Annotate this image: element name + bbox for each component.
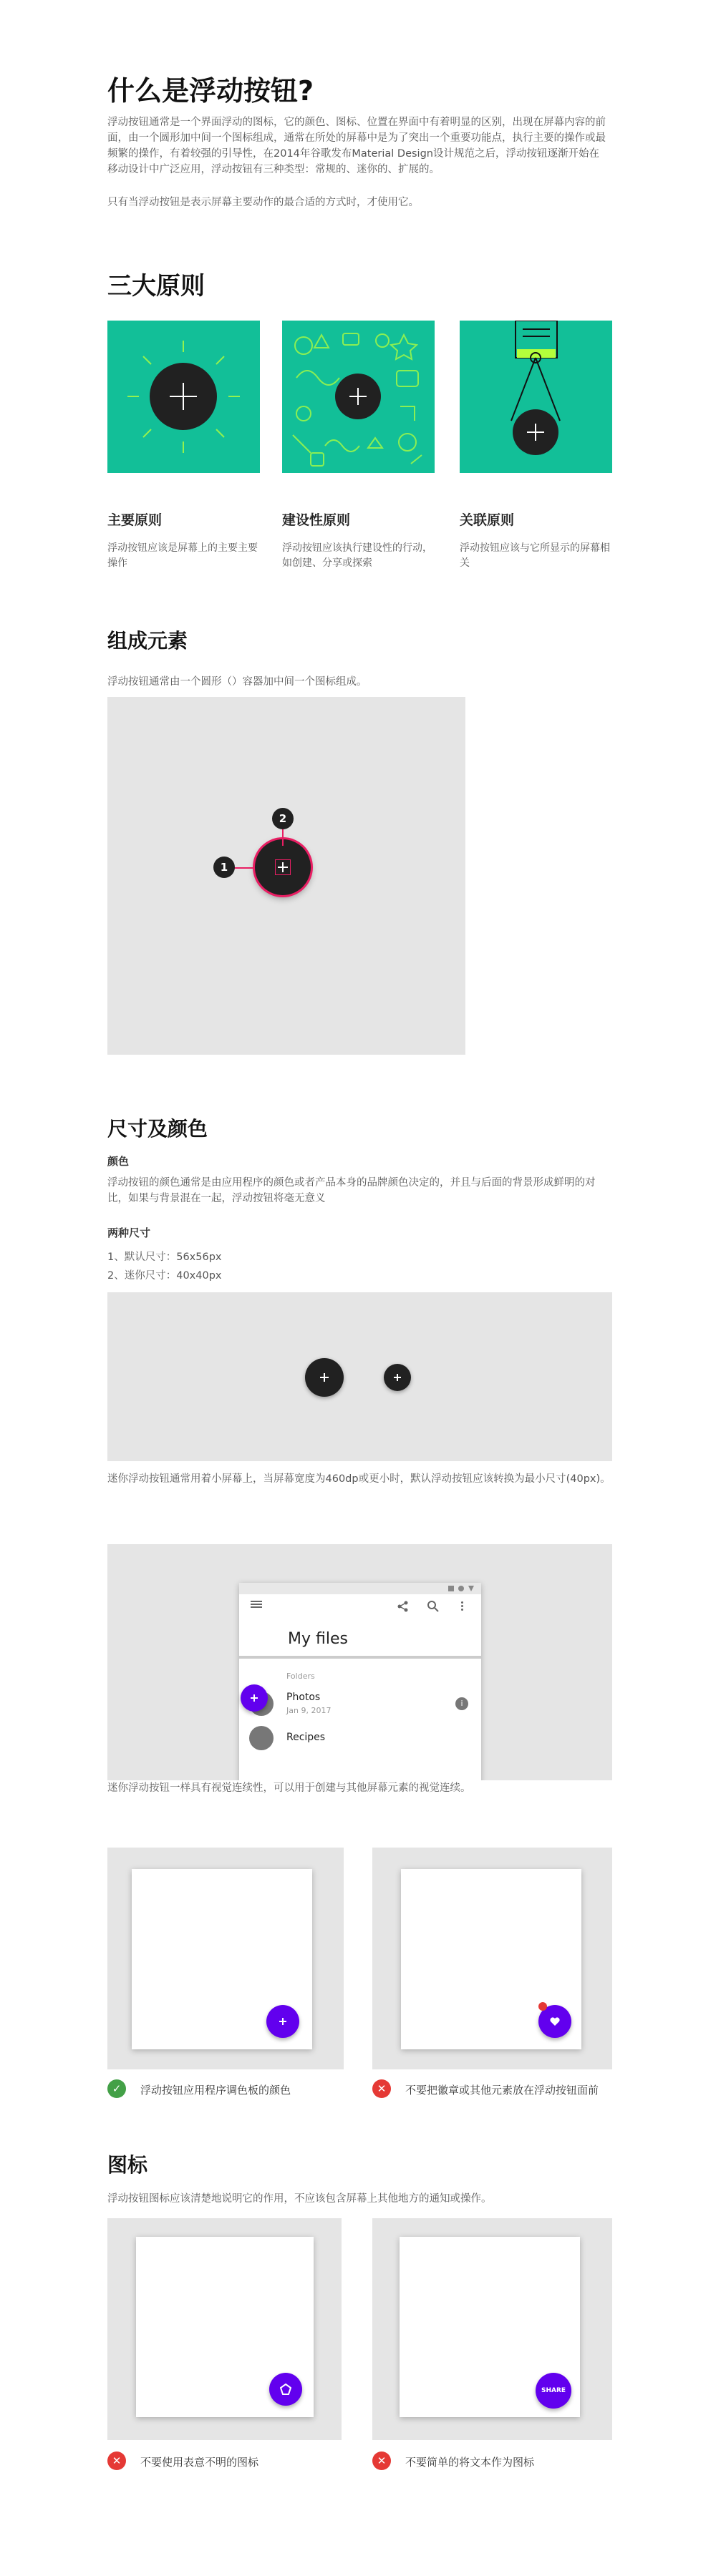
principle-primary-desc: 浮动按钮应该是屏幕上的主要主要操作 [107,542,258,569]
principles-title: 三大原则 [107,272,205,301]
plus-icon [278,2016,288,2026]
cross-icon: ✕ [372,2451,391,2470]
principle-related-desc: 浮动按钮应该与它所显示的屏幕相关 [460,542,610,569]
color-desc: 浮动按钮的颜色通常是由应用程序的颜色或者产品本身的品牌颜色决定的，并且与后面的背景形成鲜明的对比，如果与背景混在一起，浮动按钮将毫无意义 [107,1177,596,1204]
pendulum-icon [460,321,612,473]
folder-name[interactable]: Photos [286,1692,321,1703]
callout-badge-container: 1 [213,857,235,878]
dont-text-text: 不要简单的将文本作为图标 [405,2456,535,2469]
pentagon-icon [280,2384,291,2395]
principle-constructive-desc: 浮动按钮应该执行建设性的行动，如创建、分享或探索 [282,542,432,569]
mini-fab[interactable] [384,1364,411,1391]
icon-title: 图标 [107,2153,148,2177]
dont-text: 不要把徽章或其他元素放在浮动按钮面前 [405,2084,599,2097]
principle-related-title: 关联原则 [460,512,515,528]
folder-date: Jan 9, 2017 [286,1706,332,1715]
anatomy-diagram [107,697,465,1055]
wifi-icon [468,1586,474,1591]
more-icon[interactable] [461,1601,463,1604]
folder-name[interactable]: Recipes [286,1732,326,1743]
heart-icon [549,2016,561,2026]
anatomy-fab-container [255,839,311,895]
check-icon: ✓ [107,2079,126,2098]
principle-primary-illustration [107,321,260,473]
size-default: 1、默认尺寸：56x56px [107,1252,222,1263]
folder-icon [249,1726,274,1750]
do-text: 浮动按钮应用程序调色板的颜色 [140,2084,291,2097]
share-icon[interactable] [397,1600,410,1613]
cross-icon: ✕ [372,2079,391,2098]
plus-icon [276,860,290,874]
sizes-demo [107,1292,612,1461]
dont-unclear-icon-example [107,2218,342,2440]
anatomy-desc: 浮动按钮通常由一个圆形（）容器加中间一个图标组成。 [107,676,367,688]
phone-divider [239,1656,481,1659]
search-icon[interactable] [427,1600,440,1613]
anatomy-title: 组成元素 [107,629,188,653]
mini-purple-fab[interactable] [241,1684,268,1712]
do-example [107,1848,344,2069]
mini-desc: 迷你浮动按钮通常用着小屏幕上，当屏幕宽度为460dp或更小时，默认浮动按钮应该转换为最小尺寸(40px)。 [107,1473,611,1485]
intro-note: 只有当浮动按钮是表示屏幕主要动作的最合适的方式时，才使用它。 [107,197,419,208]
share-text-fab[interactable]: SHARE [536,2373,571,2409]
intro-title: 什么是浮动按钮? [107,75,314,107]
principle-constructive-illustration [282,321,435,473]
dont-text-icon-example [372,2218,612,2440]
phone-title: My files [288,1630,348,1648]
menu-icon[interactable] [251,1604,262,1605]
dont-badge-example [372,1848,612,2069]
callout-badge-icon: 2 [272,808,294,829]
folders-label: Folders [286,1672,315,1681]
phone-mock [239,1583,481,1780]
sizes-label: 两种尺寸 [107,1226,151,1239]
plus-icon [319,1372,329,1382]
size-mini: 2、迷你尺寸：40x40px [107,1270,222,1282]
icon-desc: 浮动按钮图标应该清楚地说明它的作用，不应该包含屏幕上其他地方的通知或操作。 [107,2193,492,2205]
notification-badge [538,2002,547,2011]
phone-toolbar [239,1594,481,1619]
default-fab[interactable] [305,1358,344,1397]
info-icon[interactable]: i [455,1697,468,1710]
phone-status-bar [239,1583,481,1594]
signal-icon [458,1586,464,1591]
battery-icon [448,1586,454,1591]
purple-fab[interactable] [266,2005,299,2038]
intro-paragraph: 浮动按钮通常是一个界面浮动的图标，它的颜色、图标、位置在界面中有着明显的区别，出现在屏幕内容的前面，由一个圆形加中间一个图标组成，通常在所处的屏幕中是为了突出一个重要功能点，执行主要的操作或最频繁的操作，有着较强的引导性，在2014年谷歌发布Material Design设计规范之后，浮动按钮逐渐开始在移动设计中广泛应用，浮动按钮有三种类型：常规的、迷你的、扩展的。 [107,117,606,175]
color-label: 颜色 [107,1155,130,1168]
plus-icon [250,1694,258,1702]
continuity-desc: 迷你浮动按钮一样具有视觉连续性，可以用于创建与其他屏幕元素的视觉连续。 [107,1780,612,1796]
dont-unclear-text: 不要使用表意不明的图标 [140,2456,259,2469]
principle-constructive-title: 建设性原则 [282,512,351,528]
principle-primary-title: 主要原则 [107,512,163,528]
size-title: 尺寸及颜色 [107,1117,208,1141]
purple-fab[interactable] [269,2373,302,2406]
doodle-icons-icon [282,321,435,473]
principle-related-illustration [460,321,612,473]
continuity-demo [107,1544,612,1780]
plus-icon [393,1373,402,1382]
sunburst-icon [107,321,260,473]
cross-icon: ✕ [107,2451,126,2470]
